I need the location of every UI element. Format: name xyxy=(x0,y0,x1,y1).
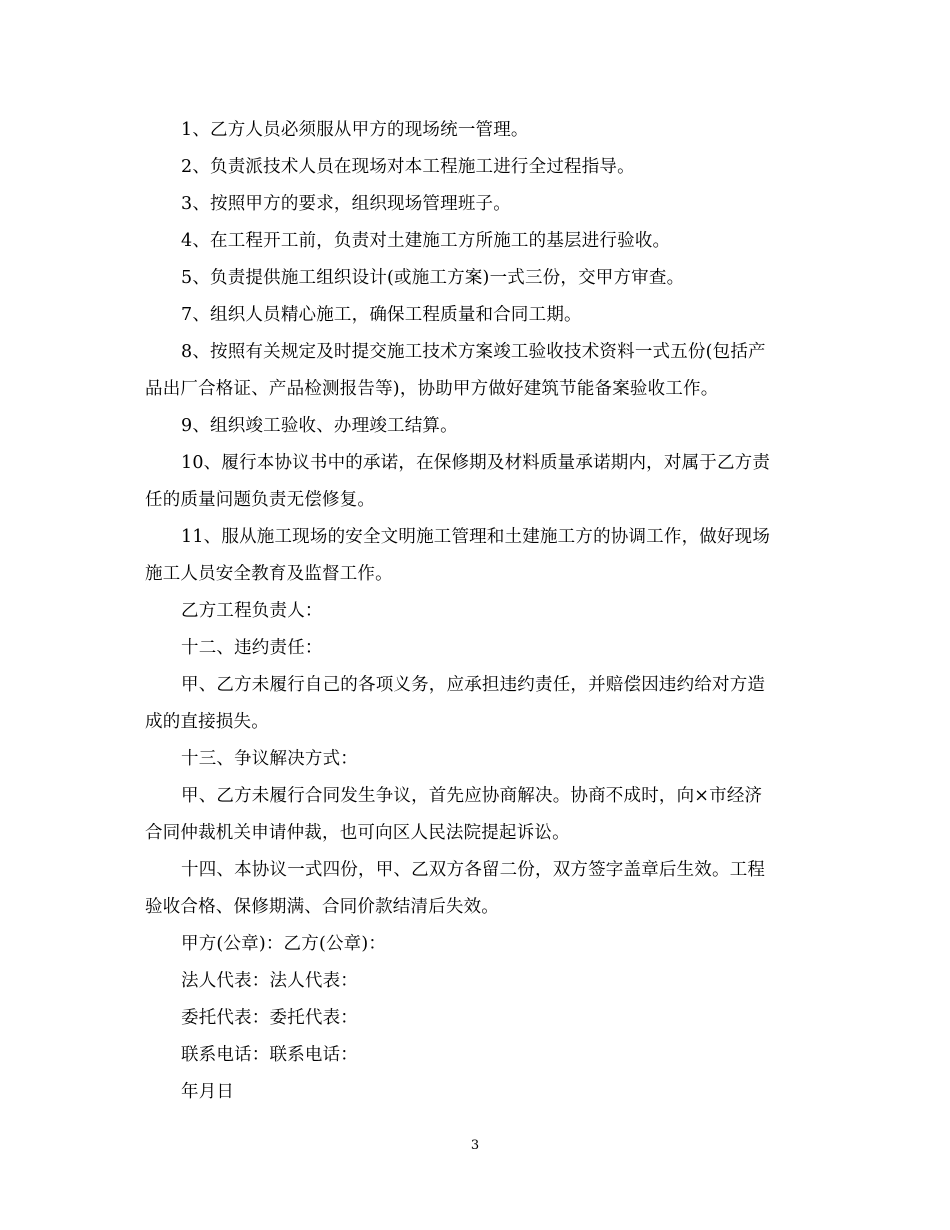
text-line: 委托代表：委托代表： xyxy=(181,1008,358,1028)
section-heading xyxy=(145,741,805,778)
signature-line-phone xyxy=(145,1037,805,1074)
paragraph xyxy=(145,297,805,334)
text-line: 11、服从施工现场的安全文明施工管理和土建施工方的协调工作，做好现场 xyxy=(181,527,771,547)
paragraph xyxy=(145,445,805,519)
text-line: 十四、本协议一式四份，甲、乙双方各留二份，双方签字盖章后生效。工程 xyxy=(181,860,766,880)
text-line: 4、在工程开工前，负责对土建施工方所施工的基层进行验收。 xyxy=(181,231,671,251)
text-line: 任的质量问题负责无偿修复。 xyxy=(145,490,376,510)
text-line: 2、负责派技术人员在现场对本工程施工进行全过程指导。 xyxy=(181,157,635,177)
text-line: 品出厂合格证、产品检测报告等)，协助甲方做好建筑节能备案验收工作。 xyxy=(145,379,719,399)
signature-line-seal xyxy=(145,926,805,963)
paragraph xyxy=(145,149,805,186)
text-line: 9、组织竣工验收、办理竣工结算。 xyxy=(181,416,458,436)
text-line: 合同仲裁机关申请仲裁，也可向区人民法院提起诉讼。 xyxy=(145,823,570,843)
paragraph xyxy=(145,519,805,593)
section-heading xyxy=(145,630,805,667)
paragraph xyxy=(145,223,805,260)
paragraph xyxy=(145,852,805,926)
text-line: 十三、争议解决方式： xyxy=(181,749,358,769)
text-line: 乙方工程负责人： xyxy=(181,601,323,621)
text-line: 施工人员安全教育及监督工作。 xyxy=(145,564,393,584)
signature-line-legal-rep xyxy=(145,963,805,1000)
paragraph xyxy=(145,334,805,408)
text-line: 10、履行本协议书中的承诺，在保修期及材料质量承诺期内，对属于乙方责 xyxy=(181,453,771,473)
text-line: 年月日 xyxy=(181,1082,235,1102)
text-line: 甲、乙方未履行合同发生争议，首先应协商解决。协商不成时，向×市经济 xyxy=(181,786,763,806)
text-line: 1、乙方人员必须服从甲方的现场统一管理。 xyxy=(181,120,529,140)
text-line: 成的直接损失。 xyxy=(145,712,269,732)
page-number: 3 xyxy=(470,1138,480,1153)
text-line: 5、负责提供施工组织设计(或施工方案)一式三份，交甲方审查。 xyxy=(181,268,685,288)
document-body xyxy=(145,112,805,1111)
paragraph xyxy=(145,667,805,741)
text-line: 十二、违约责任： xyxy=(181,638,323,658)
signature-line-agent xyxy=(145,1000,805,1037)
paragraph xyxy=(145,112,805,149)
signature-line-date xyxy=(145,1074,805,1111)
text-line: 联系电话：联系电话： xyxy=(181,1045,358,1065)
text-line: 甲方(公章)：乙方(公章)： xyxy=(181,934,387,954)
text-line: 甲、乙方未履行自己的各项义务，应承担违约责任，并赔偿因违约给对方造 xyxy=(181,675,766,695)
paragraph xyxy=(145,186,805,223)
text-line: 验收合格、保修期满、合同价款结清后失效。 xyxy=(145,897,499,917)
paragraph xyxy=(145,593,805,630)
paragraph xyxy=(145,778,805,852)
text-line: 法人代表：法人代表： xyxy=(181,971,358,991)
text-line: 3、按照甲方的要求，组织现场管理班子。 xyxy=(181,194,511,214)
paragraph xyxy=(145,260,805,297)
text-line: 7、组织人员精心施工，确保工程质量和合同工期。 xyxy=(181,305,582,325)
paragraph xyxy=(145,408,805,445)
text-line: 8、按照有关规定及时提交施工技术方案竣工验收技术资料一式五份(包括产 xyxy=(181,342,766,362)
